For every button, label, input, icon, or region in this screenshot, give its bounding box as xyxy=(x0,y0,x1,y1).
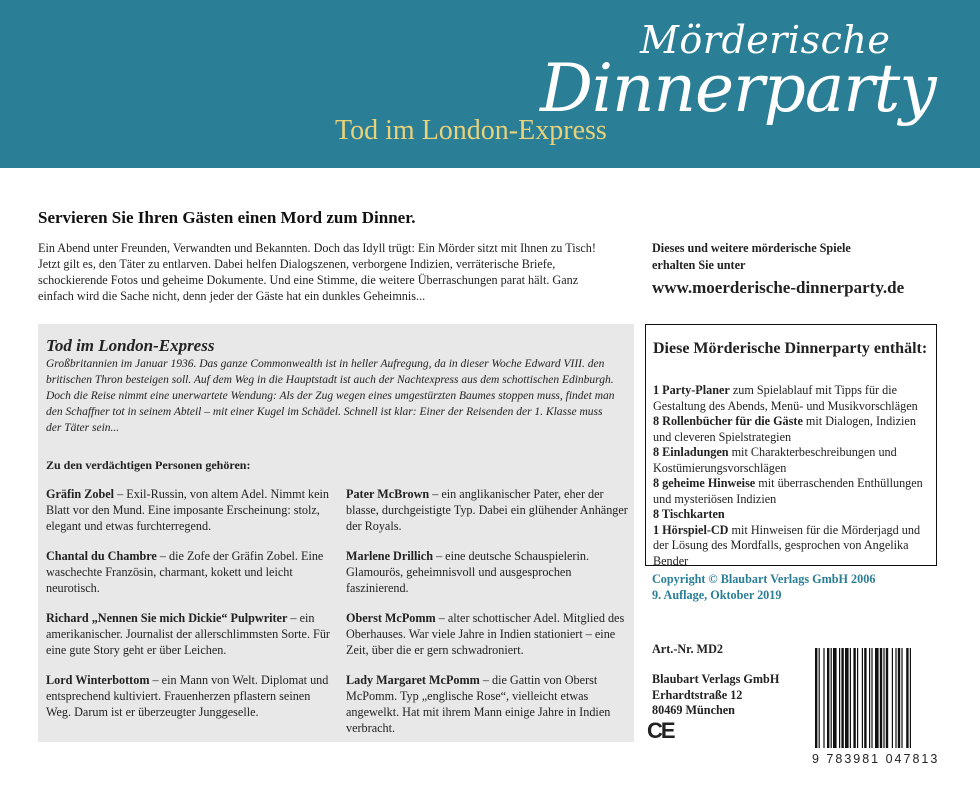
copyright-notice xyxy=(652,572,875,603)
contents-item-bold: 8 geheime Hinweise xyxy=(653,476,756,490)
contents-item xyxy=(653,445,935,476)
contents-item-bold: 8 Einladungen xyxy=(653,445,729,459)
website-url: www.moerderische-dinnerparty.de xyxy=(652,278,905,297)
suspects-left-column xyxy=(46,486,336,734)
contents-item-text: mit überraschenden Enthüllungen und mysteriösen Indizien xyxy=(653,476,923,506)
contents-heading: Diese Mörderische Dinnerparty enthält: xyxy=(653,340,928,357)
suspect-entry xyxy=(46,486,336,534)
suspect-name: Richard „Nennen Sie mich Dickie“ Pulpwriter xyxy=(46,611,288,625)
suspect-desc: – Exil-Russin, von altem Adel. Nimmt kein Blatt vor den Mund. Eine imposante Erscheinung: stolz, elegant und etwas furchterregend. xyxy=(46,487,330,533)
publisher-city: 80469 München xyxy=(652,703,735,717)
plot-panel xyxy=(38,324,634,742)
barcode-icon xyxy=(813,648,943,752)
contents-item xyxy=(653,507,935,523)
publisher-name: Blaubart Verlags GmbH xyxy=(652,672,780,686)
suspect-entry xyxy=(46,610,336,658)
suspect-desc: – ein Mann von Welt. Diplomat und entsprechend kultiviert. Frauenherzen pflastern seinen Weg. Darum ist er überzeugter Junggeselle. xyxy=(46,673,329,719)
suspect-desc: – die Gattin von Oberst McPomm. Typ „englische Rose“, vielleicht etwas angewelkt. Hat mit ihrem Mann einige Jahre in Indien verbracht. xyxy=(346,673,611,735)
suspect-name: Lady Margaret McPomm xyxy=(346,673,480,687)
plot-text: Großbritannien im Januar 1936. Das ganze Commonwealth ist in heller Aufregung, da in dieser Woche Edward VIII. den britischen Thron besteigen soll. Auf dem Weg in die Hauptstadt ist auch der Nachtexpress aus dem schottischen Edinburgh. Doch die Reise nimmt eine unerwartete Wendung: Als der Zug wegen eines umgestürzten Baumes stoppen muss, findet man den Schaffner tot in seinem Abteil – mit einer Kugel im Schädel. Schnell ist klar: Einer der Reisenden der 1. Klasse muss der Täter sein... xyxy=(46,358,615,434)
brand-title-line2: Dinnerparty xyxy=(540,50,936,127)
suspect-entry xyxy=(346,486,636,534)
headline: Servieren Sie Ihren Gästen einen Mord zum Dinner. xyxy=(38,208,416,227)
suspect-entry xyxy=(346,672,636,736)
contents-item-bold: 1 Hörspiel-CD xyxy=(653,522,729,537)
contents-item-text: mit Charakterbeschreibungen und Kostümierungsvorschlägen xyxy=(653,445,897,475)
availability-note xyxy=(652,240,851,274)
contents-item-bold: 8 Tischkarten xyxy=(653,507,725,521)
suspect-name: Oberst McPomm xyxy=(346,611,436,625)
suspect-name: Marlene Drillich xyxy=(346,549,433,563)
copyright-line1: Copyright © Blaubart Verlags GmbH 2006 xyxy=(652,572,876,586)
suspect-desc: – die Zofe der Gräfin Zobel. Eine waschechte Französin, charmant, kokett und leicht neurotisch. xyxy=(46,549,324,595)
suspect-name: Chantal du Chambre xyxy=(46,549,157,563)
suspect-desc: – alter schottischer Adel. Mitglied des Oberhauses. War viele Jahre in Indien stationiert – eine Zeit, über die er gern schwadroniert. xyxy=(346,611,625,657)
header-banner xyxy=(0,0,980,168)
suspect-desc: – eine deutsche Schauspielerin. Glamourös, geheimnisvoll und ausgesprochen faszinierend. xyxy=(346,549,589,595)
contents-item-text: mit Dialogen, Indizien und cleveren Spielstrategien xyxy=(653,414,916,444)
suspect-entry xyxy=(346,548,636,596)
suspect-name: Pater McBrown xyxy=(346,487,430,501)
brand-title-line1: Mörderische xyxy=(640,18,891,62)
contents-item xyxy=(653,523,935,570)
publisher-street: Erhardtstraße 12 xyxy=(652,687,743,702)
contents-item-text: zum Spielablauf mit Tipps für die Gestaltung des Abends, Menü- und Musikvorschlägen xyxy=(653,383,918,413)
availability-line2: erhalten Sie unter xyxy=(652,258,746,272)
plot-title: Tod im London-Express xyxy=(46,336,215,355)
contents-item xyxy=(653,383,935,414)
suspects-right-column xyxy=(346,486,636,750)
suspect-desc: – ein anglikanischer Pater, eher der blasse, durchgeistigte Typ. Dabei ein glühender Anhänger der Royals. xyxy=(346,487,628,533)
contents-item-bold: 1 Party-Planer xyxy=(653,383,730,397)
suspect-name: Gräfin Zobel xyxy=(46,487,115,501)
contents-item xyxy=(653,476,935,507)
ce-mark-icon: CE xyxy=(647,718,674,743)
suspect-entry xyxy=(46,672,336,720)
suspect-desc: – ein amerikanischer. Journalist der allerschlimmsten Sorte. Für eine gute Story geht er über Leichen. xyxy=(46,611,330,657)
contents-box xyxy=(645,324,937,566)
suspect-name: Lord Winterbottom xyxy=(46,673,150,687)
availability-line1: Dieses und weitere mörderische Spiele xyxy=(652,241,851,255)
article-number: Art.-Nr. MD2 xyxy=(652,642,723,656)
intro-paragraph: Ein Abend unter Freunden, Verwandten und Bekannten. Doch das Idyll trügt: Ein Mörder sitzt mit Ihnen zu Tisch! Jetzt gilt es, den Täter zu entlarven. Dabei helfen Dialogszenen, verborgene Indizien, verräterische Briefe, schockierende Fotos und geheime Dokumente. Und eine Stimme, die weitere Überraschungen parat hält. Ganz einfach wird die Sache nicht, denn jeder der Gäste hat ein dunkles Geheimnis... xyxy=(38,241,596,303)
barcode-number: 9 783981 047813 xyxy=(812,752,940,766)
product-subtitle: Tod im London-Express xyxy=(335,115,607,146)
copyright-line2: 9. Auflage, Oktober 2019 xyxy=(652,587,782,602)
contents-item xyxy=(653,414,935,445)
suspect-entry xyxy=(46,548,336,596)
suspect-entry xyxy=(346,610,636,658)
publisher-address xyxy=(652,672,779,719)
suspects-heading: Zu den verdächtigen Personen gehören: xyxy=(46,458,251,472)
contents-item-bold: 8 Rollenbücher für die Gäste xyxy=(653,414,803,428)
contents-item-text: mit Hinweisen für die Mörderjagd und der Lösung des Mordfalls, gesprochen von Angelika Bender xyxy=(653,522,921,568)
contents-list xyxy=(653,383,935,569)
